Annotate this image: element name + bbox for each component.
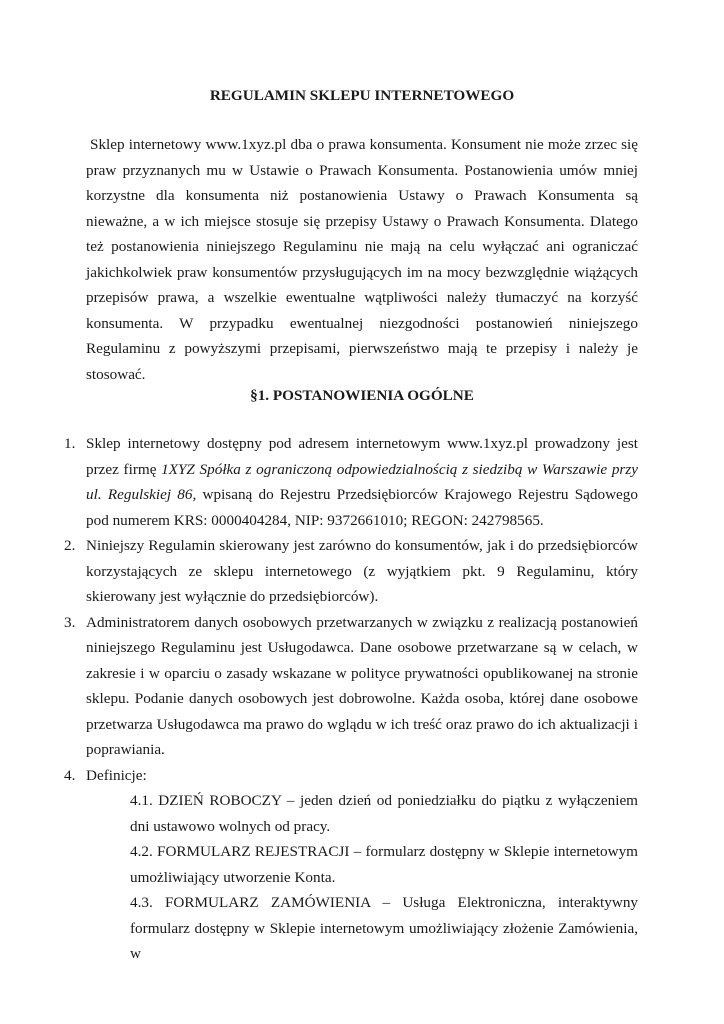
section-1-heading: §1. POSTANOWIENIA OGÓLNE	[250, 387, 474, 404]
section-1-list	[62, 431, 638, 967]
list-item-number: 3.	[64, 613, 76, 631]
list-item-2	[62, 533, 638, 610]
list-item-number: 4.	[64, 766, 76, 784]
intro-paragraph: Sklep internetowy www.1xyz.pl dba o prawa konsumenta. Konsument nie może zrzec się praw przyznanych mu w Ustawie o Prawach Konsumenta. Postanowienia umów mniej korzystne dla konsumenta niż postanowienia Ustawy o Prawach Konsumenta są nieważne, a w ich miejsce stosuje się przepisy Ustawy o Prawach Konsumenta. Dlatego też postanowienia niniejszego Regulaminu nie mają na celu wyłączać ani ograniczać jakichkolwiek praw konsumentów przysługujących im na mocy bezwzględnie wiążących przepisów prawa, a wszelkie ewentualne wątpliwości należy tłumaczyć na korzyść konsumenta. W przypadku ewentualnej niezgodności postanowień niniejszego Regulaminu z powyższymi przepisami, pierwszeństwo mają te przepisy i należy je stosować.	[86, 136, 638, 383]
list-item-text: Niniejszy Regulamin skierowany jest zarówno do konsumentów, jak i do przedsiębiorców korzystających ze sklepu internetowego (z wyjątkiem pkt. 9 Regulaminu, który skierowany jest wyłącznie do przedsiębiorców).	[86, 537, 638, 605]
definition-item: 4.2. FORMULARZ REJESTRACJI – formularz dostępny w Sklepie internetowym umożliwiający utworzenie Konta.	[130, 843, 638, 886]
definition-item: 4.1. DZIEŃ ROBOCZY – jeden dzień od poniedziałku do piątku z wyłączeniem dni ustawowo wolnych od pracy.	[130, 792, 638, 835]
list-item-number: 1.	[64, 435, 76, 452]
definition-item: 4.3. FORMULARZ ZAMÓWIENIA – Usługa Elektroniczna, interaktywny formularz dostępny w Sklepie internetowym umożliwiający złożenie Zamówienia, w	[130, 894, 638, 962]
list-item-number: 2.	[64, 537, 76, 554]
company-intro-text: Sklep internetowy dostępny pod adresem internetowym www.1xyz.pl prowadzony jest przez firmę	[86, 435, 638, 478]
list-item-3	[62, 610, 638, 763]
list-item-text	[86, 431, 638, 533]
list-item-4	[62, 763, 638, 967]
registry-text: wpisaną do Rejestru Przedsiębiorców Krajowego Rejestru Sądowego pod numerem KRS: 0000404284, NIP: 9372661010; REGON: 242798565.	[86, 486, 638, 529]
list-item-text: Definicje:	[86, 766, 147, 784]
list-item-text: Administratorem danych osobowych przetwarzanych w związku z realizacją postanowień niniejszego Regulaminu jest Usługodawca. Dane osobowe przetwarzane są w celach, w zakresie i w oparciu o zasady wskazane w polityce prywatności opublikowanej na stronie sklepu. Podanie danych osobowych jest dobrowolne. Każda osoba, której dane osobowe przetwarza Usługodawca ma prawo do wglądu w ich treść oraz prawo do ich aktualizacji i poprawiania.	[86, 613, 638, 758]
document-title: REGULAMIN SKLEPU INTERNETOWEGO	[209, 87, 515, 104]
definitions-list	[86, 788, 638, 967]
company-name-italic: 1XYZ Spółka z ograniczoną odpowiedzialnością z siedzibą w Warszawie przy ul. Regulskiej 86,	[86, 460, 638, 503]
list-item-1	[62, 431, 638, 533]
